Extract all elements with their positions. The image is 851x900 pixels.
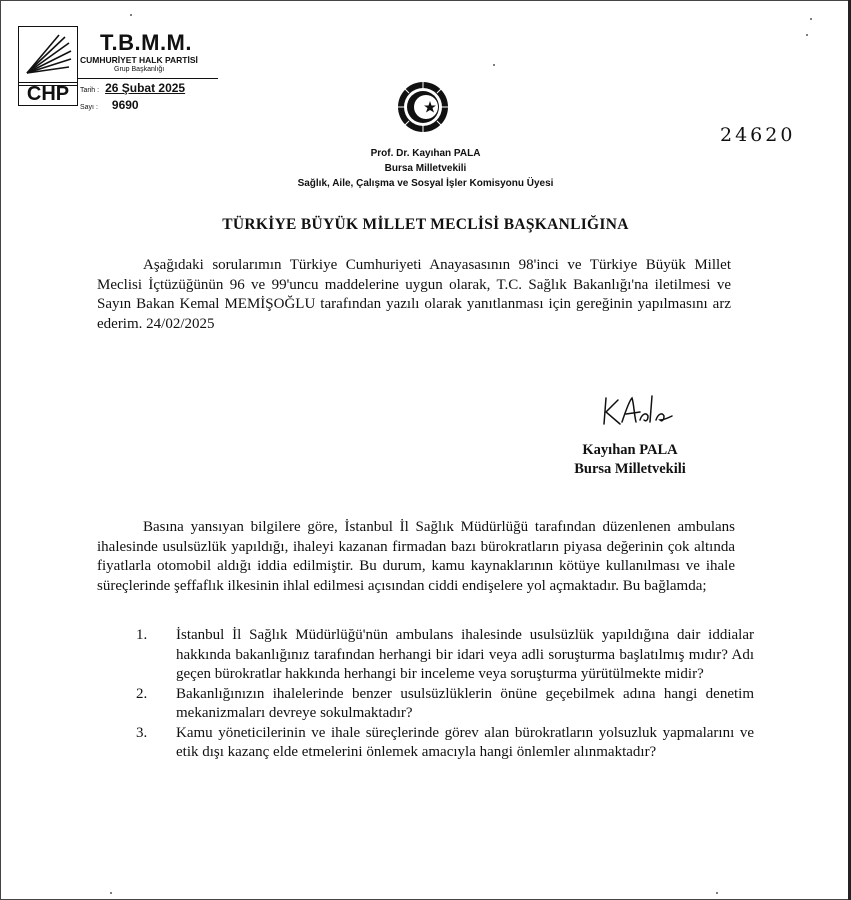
party-abbreviation: CHP xyxy=(18,82,78,106)
question-number: 1. xyxy=(136,627,148,643)
sender-committee: Sağlık, Aile, Çalışma ve Sosyal İşler Komisyonu Üyesi xyxy=(297,178,554,189)
number-label: Sayı : xyxy=(80,104,98,111)
question-list xyxy=(136,626,754,763)
document-number: 24620 xyxy=(720,124,796,146)
scan-speck xyxy=(493,64,495,66)
page-heading: TÜRKİYE BÜYÜK MİLLET MECLİSİ BAŞKANLIĞINA xyxy=(222,216,629,233)
number-value: 9690 xyxy=(111,98,139,112)
party-name: CUMHURİYET HALK PARTİSİ xyxy=(80,55,198,65)
question-item xyxy=(136,685,754,724)
chp-logo-icon xyxy=(18,26,78,86)
stamp-number-row xyxy=(80,98,139,112)
question-text: Bakanlığınızın ihalelerinde benzer usulsüzlüklerin önüne geçebilmek adına hangi denetim mekanizmaları devreye sokulmaktadır? xyxy=(176,685,754,721)
signatory-title: Bursa Milletvekili xyxy=(574,461,686,477)
question-item xyxy=(136,724,754,763)
tbmm-emblem-icon xyxy=(396,80,450,134)
question-item xyxy=(136,626,754,685)
scan-speck xyxy=(806,34,808,36)
signatory-name: Kayıhan PALA xyxy=(582,442,678,458)
stamp-date-row xyxy=(80,81,185,95)
question-number: 3. xyxy=(136,724,148,741)
sender-name: Prof. Dr. Kayıhan PALA xyxy=(370,148,481,159)
scan-speck xyxy=(130,14,132,16)
date-value: 26 Şubat 2025 xyxy=(105,81,186,95)
body-paragraph: Basına yansıyan bilgilere göre, İstanbul İl Sağlık Müdürlüğü tarafından düzenlenen ambulans ihalesinde usulsüzlük yapıldığı, ihaleyi kazanan firmadan bazı bürokratların piyasa değerinin çok altında fiyatlarla otomobil aldığı iddia edilmiştir. Bu durum, kamu kaynaklarının kötüye kullanılması ve ihale süreçlerinde şeffaflık ilkesinin ihlal edilmesi açısından ciddi endişelere yol açmaktadır. Bu bağlamda; xyxy=(97,519,735,594)
question-text: Kamu yöneticilerinin ve ihale süreçlerinde görev alan bürokratların yolsuzluk yapmalarını ve etik dışı kazanç elde etmelerini önlemek amacıyla hangi önlemler alınmaktadır? xyxy=(176,724,754,760)
scan-speck xyxy=(110,892,112,894)
sender-title: Bursa Milletvekili xyxy=(384,163,467,174)
handwritten-signature xyxy=(600,390,680,430)
scan-speck xyxy=(810,18,812,20)
scan-speck xyxy=(716,892,718,894)
intro-paragraph: Aşağıdaki sorularımın Türkiye Cumhuriyeti Anayasasının 98'inci ve Türkiye Büyük Millet Meclisi İçtüzüğünün 96 ve 99'uncu maddelerine uygun olarak, T.C. Sağlık Bakanlığı'na iletilmesi ve Sayın Bakan Kemal MEMİŞOĞLU tarafından yazılı olarak yanıtlanması için gereğinin yapılmasını arz ederim. 24/02/2025 xyxy=(97,257,731,332)
institution-name: T.B.M.M. xyxy=(100,30,192,55)
header-stamp xyxy=(18,26,218,112)
group-label: Grup Başkanlığı xyxy=(114,66,165,73)
question-text: İstanbul İl Sağlık Müdürlüğü'nün ambulans ihalesinde usulsüzlük yapıldığına dair iddialar hakkında bakanlığınız tarafından herhangi bir idari veya adli soruşturma başlatılmış mıdır? Adı geçen bürokratlar hakkında herhangi bir inceleme veya soruşturma yürütülmekte midir? xyxy=(176,627,754,682)
date-label: Tarih : xyxy=(80,87,100,94)
question-number: 2. xyxy=(136,685,148,702)
stamp-divider xyxy=(78,78,218,79)
